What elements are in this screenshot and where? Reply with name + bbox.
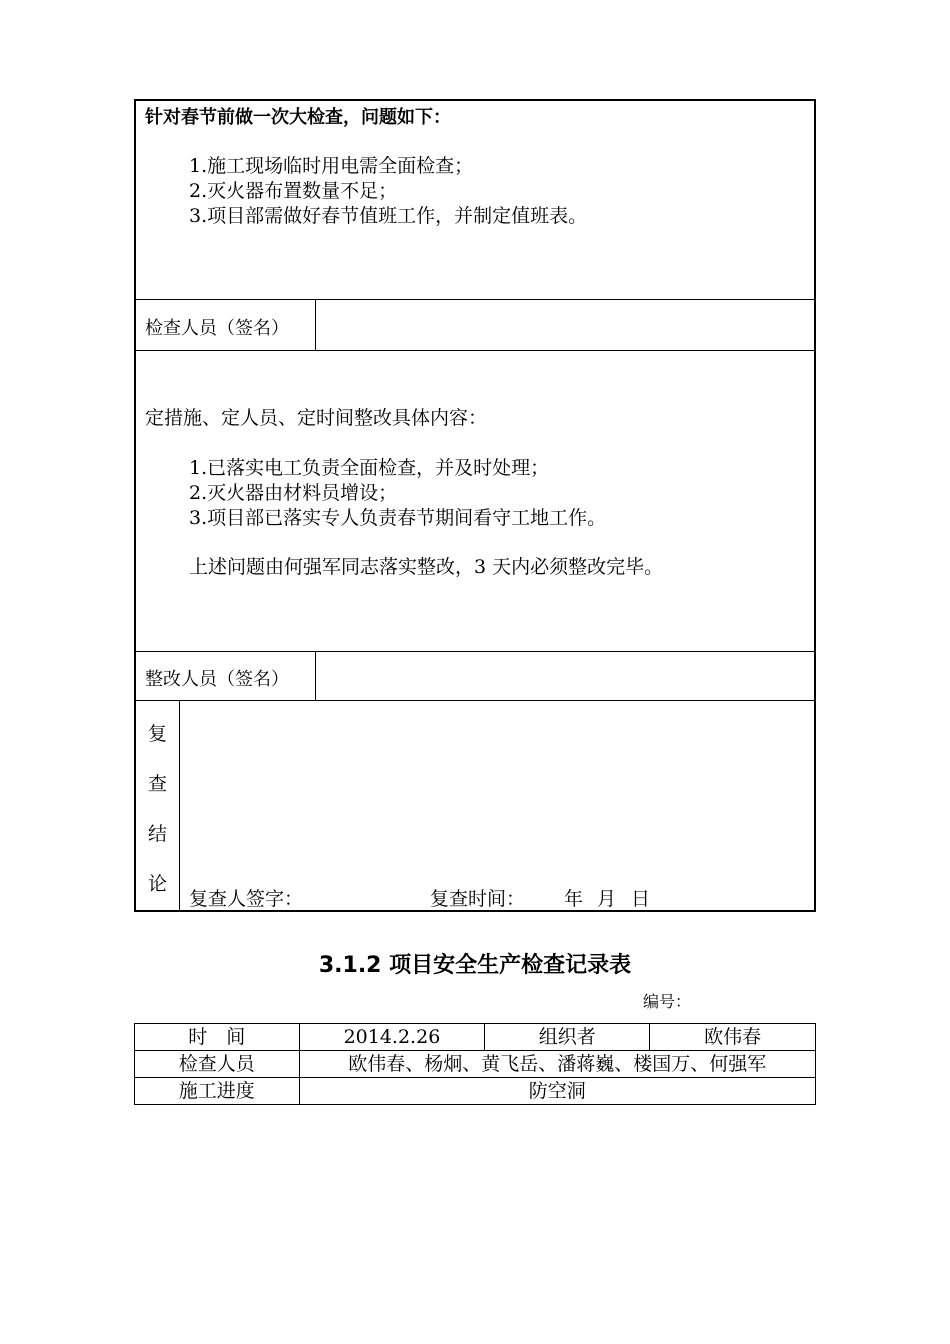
review-label-char-1: 复 xyxy=(148,723,168,745)
inspection-item-3: 3.项目部需做好春节值班工作，并制定值班表。 xyxy=(189,205,588,227)
inspectors-label: 检查人员 xyxy=(135,1051,300,1078)
time-value: 2014.2.26 xyxy=(299,1024,485,1051)
divider-review-label xyxy=(179,700,180,911)
review-signer-label: 复查人签字： xyxy=(189,888,304,910)
rectifier-signature-field[interactable] xyxy=(320,654,810,698)
inspector-signature-field[interactable] xyxy=(320,302,810,347)
rectification-item-1: 1.已落实电工负责全面检查，并及时处理； xyxy=(189,457,550,479)
table-row xyxy=(135,1024,816,1051)
inspection-item-1: 1.施工现场临时用电需全面检查； xyxy=(189,155,474,177)
progress-value: 防空洞 xyxy=(299,1078,815,1105)
rectifier-signature-label: 整改人员（签名） xyxy=(145,669,289,690)
record-title: 3.1.2 项目安全生产检查记录表 xyxy=(318,953,632,978)
record-number-label: 编号： xyxy=(643,992,692,1011)
divider-inspector-signature xyxy=(315,299,316,350)
review-year: 年 xyxy=(564,888,584,910)
record-table xyxy=(134,1023,816,1105)
inspection-item-2: 2.灭火器布置数量不足； xyxy=(189,180,398,202)
review-day: 日 xyxy=(631,888,651,910)
progress-label: 施工进度 xyxy=(135,1078,300,1105)
divider-rectifier-signature xyxy=(315,651,316,700)
rectification-heading: 定措施、定人员、定时间整改具体内容： xyxy=(145,407,488,429)
organizer-value: 欧伟春 xyxy=(650,1024,816,1051)
review-label-char-3: 结 xyxy=(148,823,168,845)
inspection-heading: 针对春节前做一次大检查，问题如下： xyxy=(145,107,451,128)
rectification-item-2: 2.灭火器由材料员增设； xyxy=(189,482,398,504)
review-label-char-4: 论 xyxy=(148,873,168,895)
divider-rectifier-bottom xyxy=(134,700,816,701)
time-label: 时 间 xyxy=(135,1024,300,1051)
table-row xyxy=(135,1051,816,1078)
review-month: 月 xyxy=(597,888,617,910)
table-row xyxy=(135,1078,816,1105)
organizer-label: 组织者 xyxy=(485,1024,650,1051)
review-label-char-2: 查 xyxy=(148,773,168,795)
divider-inspector-top xyxy=(134,299,816,300)
divider-inspector-bottom xyxy=(134,350,816,351)
rectification-note: 上述问题由何强军同志落实整改，3 天内必须整改完毕。 xyxy=(189,556,664,578)
divider-rectifier-top xyxy=(134,651,816,652)
inspector-signature-label: 检查人员（签名） xyxy=(145,318,289,339)
rectification-item-3: 3.项目部已落实专人负责春节期间看守工地工作。 xyxy=(189,507,607,529)
review-time-label: 复查时间： xyxy=(430,888,526,910)
inspectors-value: 欧伟春、杨炯、黄飞岳、潘蒋巍、楼国万、何强军 xyxy=(299,1051,815,1078)
